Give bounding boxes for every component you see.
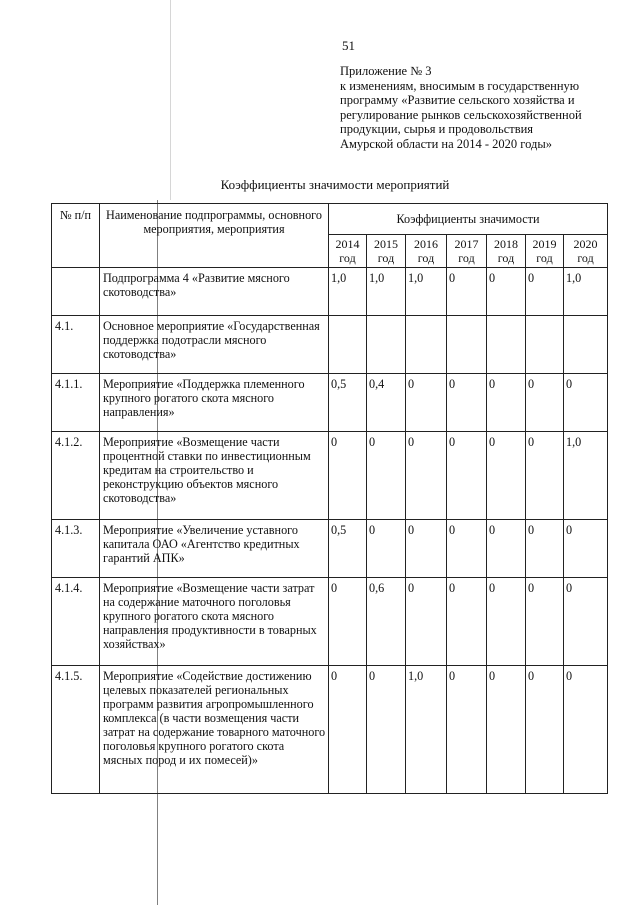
table-row [52, 268, 608, 316]
row-name: Мероприятие «Содействие достижению целевых показателей региональных программ развития агропромышленного комплекса (в части возмещения части затрат на содержание товарного маточного поголовья крупного рогатого скота мясных пород и их помесей)» [100, 666, 329, 794]
row-value: 0 [564, 374, 608, 432]
row-value: 0 [447, 432, 487, 520]
row-value: 0 [487, 666, 526, 794]
row-value: 0 [447, 578, 487, 666]
appendix-line: регулирование рынков сельскохозяйственной [340, 107, 582, 122]
row-value: 0 [526, 666, 564, 794]
row-value: 0 [406, 578, 447, 666]
row-value: 0 [526, 268, 564, 316]
row-name: Мероприятие «Возмещение части затрат на содержание маточного поголовья крупного рогатого скота мясного направления продуктивности в товарных хозяйствах» [100, 578, 329, 666]
header-year: 2017 год [447, 235, 487, 268]
appendix-line: программу «Развитие сельского хозяйства и [340, 93, 575, 108]
row-value: 0 [564, 666, 608, 794]
row-value: 0 [487, 268, 526, 316]
header-year: 2019 год [526, 235, 564, 268]
appendix-line: Приложение № 3 [340, 64, 432, 78]
row-value: 0 [487, 578, 526, 666]
row-value: 0 [367, 520, 406, 578]
row-value: 0,4 [367, 374, 406, 432]
appendix-line: к изменениям, вносимым в государственную [340, 78, 580, 93]
row-value: 0 [526, 578, 564, 666]
row-value: 0 [367, 432, 406, 520]
table-row [52, 666, 608, 794]
row-num: 4.1.1. [52, 374, 100, 432]
table-row [52, 374, 608, 432]
row-name: Подпрограмма 4 «Развитие мясного скотоводства» [100, 268, 329, 316]
row-value: 0 [329, 432, 367, 520]
row-value: 1,0 [564, 268, 608, 316]
row-value: 1,0 [406, 268, 447, 316]
row-value: 0 [564, 520, 608, 578]
row-value: 0,5 [329, 374, 367, 432]
row-value [447, 316, 487, 374]
row-value: 0 [406, 374, 447, 432]
row-value: 0 [447, 374, 487, 432]
row-value: 1,0 [564, 432, 608, 520]
header-year: 2018 год [487, 235, 526, 268]
row-name: Мероприятие «Поддержка племенного крупного рогатого скота мясного направления» [100, 374, 329, 432]
row-num: 4.1.2. [52, 432, 100, 520]
row-name: Мероприятие «Возмещение части процентной ставки по инвестиционным кредитам на строительство и реконструкцию объектов мясного скотоводства» [100, 432, 329, 520]
document-title: Коэффициенты значимости мероприятий [220, 177, 450, 192]
row-num: 4.1.4. [52, 578, 100, 666]
row-value: 0 [526, 374, 564, 432]
row-value [406, 316, 447, 374]
row-value: 0 [406, 432, 447, 520]
row-value [487, 316, 526, 374]
table-header-row [52, 204, 608, 235]
row-num [52, 268, 100, 316]
row-value: 0 [526, 520, 564, 578]
header-year: 2020 год [564, 235, 608, 268]
row-value: 0 [329, 666, 367, 794]
row-value: 0 [367, 666, 406, 794]
row-value: 0 [447, 268, 487, 316]
row-value: 1,0 [406, 666, 447, 794]
row-value: 1,0 [367, 268, 406, 316]
row-name: Основное мероприятие «Государственная поддержка подотрасли мясного скотоводства» [100, 316, 329, 374]
header-year: 2015 год [367, 235, 406, 268]
appendix-header [340, 64, 610, 152]
header-num: № п/п [52, 204, 100, 268]
table-row [52, 520, 608, 578]
row-value: 0 [447, 520, 487, 578]
row-value [526, 316, 564, 374]
row-value [564, 316, 608, 374]
header-name: Наименование подпрограммы, основного мероприятия, мероприятия [100, 204, 329, 268]
row-num: 4.1.5. [52, 666, 100, 794]
table-row [52, 432, 608, 520]
row-value: 0,5 [329, 520, 367, 578]
row-value: 0 [487, 432, 526, 520]
row-value: 0,6 [367, 578, 406, 666]
row-value: 0 [487, 520, 526, 578]
row-name: Мероприятие «Увеличение уставного капитала ОАО «Агентство кредитных гарантий АПК» [100, 520, 329, 578]
row-value [329, 316, 367, 374]
coefficients-table [51, 203, 608, 794]
row-value: 0 [526, 432, 564, 520]
row-value: 0 [406, 520, 447, 578]
row-value: 0 [487, 374, 526, 432]
row-value: 0 [564, 578, 608, 666]
appendix-line: Амурской области на 2014 - 2020 годы» [340, 136, 553, 151]
table-row [52, 578, 608, 666]
scan-artifact-line-top [170, 0, 171, 200]
appendix-line: продукции, сырья и продовольствия [340, 122, 534, 137]
row-value: 0 [329, 578, 367, 666]
table-row [52, 316, 608, 374]
header-year: 2014 год [329, 235, 367, 268]
page-number: 51 [342, 38, 355, 53]
row-num: 4.1. [52, 316, 100, 374]
row-value: 1,0 [329, 268, 367, 316]
header-year: 2016 год [406, 235, 447, 268]
header-coefficients: Коэффициенты значимости [329, 204, 608, 235]
row-value: 0 [447, 666, 487, 794]
row-value [367, 316, 406, 374]
row-num: 4.1.3. [52, 520, 100, 578]
